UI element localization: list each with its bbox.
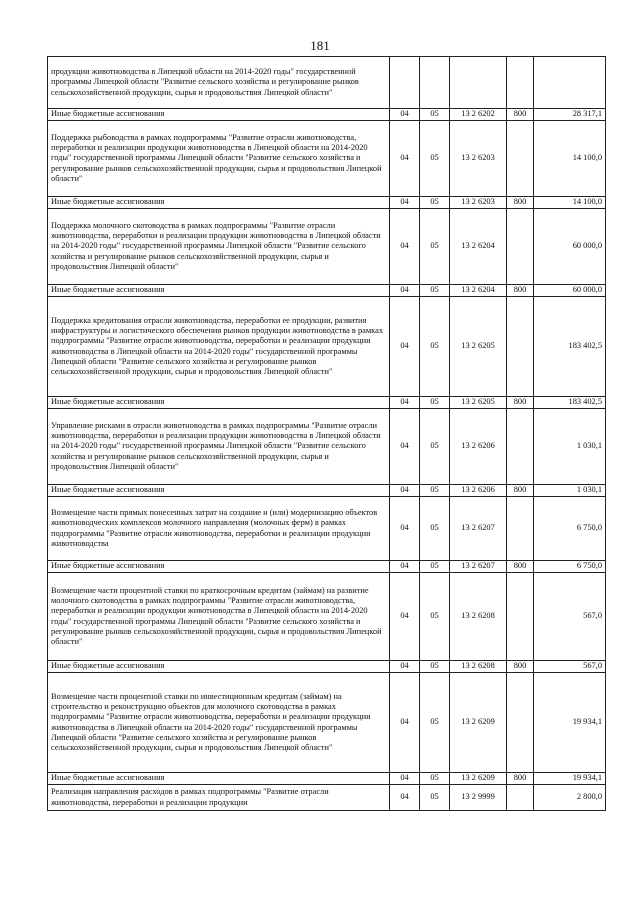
row-target-article-code [450,57,507,109]
table-row [48,57,606,109]
table-row [48,773,606,785]
row-subsection-code: 05 [420,409,450,485]
row-target-article-code: 13 2 6208 [450,573,507,661]
table-row [48,673,606,773]
table-row [48,285,606,297]
budget-table-body [48,57,606,811]
row-amount: 14 100,0 [534,121,606,197]
table-row [48,785,606,811]
row-expense-type-code: 800 [507,109,534,121]
row-subsection-code: 05 [420,485,450,497]
row-section-code: 04 [390,121,420,197]
row-description: Возмещение части процентной ставки по инвестиционным кредитам (займам) на строительство и реконструкцию объектов для молочного скотоводства в рамках подпрограммы "Развитие отрасли животноводства, переработки и реализации продукции животноводства в Липецкой области на 2014-2020 годы" государственной программы Липецкой области "Развитие сельского хозяйства и регулирование рынков сельскохозяйственной продукции, сырья и продовольствия Липецкой области" [48,673,390,773]
row-description: Иные бюджетные ассигнования [48,773,390,785]
row-subsection-code [420,57,450,109]
row-section-code: 04 [390,285,420,297]
row-target-article-code: 13 2 6204 [450,209,507,285]
row-expense-type-code [507,573,534,661]
row-description: Иные бюджетные ассигнования [48,561,390,573]
row-amount: 567,0 [534,573,606,661]
row-expense-type-code: 800 [507,485,534,497]
row-amount: 1 030,1 [534,409,606,485]
row-section-code: 04 [390,197,420,209]
table-row [48,661,606,673]
row-amount: 60 000,0 [534,209,606,285]
row-target-article-code: 13 2 6203 [450,197,507,209]
row-description: Возмещение части прямых понесенных затрат на создание и (или) модернизацию объектов животноводческих комплексов молочного направления (молочных ферм) в рамках подпрограммы "Развитие отрасли животноводства, переработки и реализации продукции животноводства [48,497,390,561]
table-row [48,409,606,485]
row-target-article-code: 13 2 6209 [450,673,507,773]
row-section-code: 04 [390,673,420,773]
table-row [48,197,606,209]
row-description: Иные бюджетные ассигнования [48,285,390,297]
row-description: Управление рисками в отрасли животноводства в рамках подпрограммы "Развитие отрасли животноводства, переработки и реализации продукции животноводства в Липецкой области на 2014-2020 годы" государственной программы Липецкой области "Развитие сельского хозяйства и регулирование рынков сельскохозяйственной продукции, сырья и продовольствия Липецкой области" [48,409,390,485]
row-section-code: 04 [390,409,420,485]
row-target-article-code: 13 2 6207 [450,561,507,573]
row-amount: 6 750,0 [534,497,606,561]
row-expense-type-code [507,121,534,197]
row-target-article-code: 13 2 6206 [450,409,507,485]
row-target-article-code: 13 2 6207 [450,497,507,561]
row-subsection-code: 05 [420,673,450,773]
row-expense-type-code [507,497,534,561]
row-expense-type-code [507,785,534,811]
page-number: 181 [310,38,330,53]
row-amount: 1 030,1 [534,485,606,497]
row-expense-type-code [507,297,534,397]
row-amount: 183 402,5 [534,297,606,397]
row-section-code: 04 [390,397,420,409]
row-description: Иные бюджетные ассигнования [48,397,390,409]
row-subsection-code: 05 [420,197,450,209]
row-amount: 28 317,1 [534,109,606,121]
row-section-code: 04 [390,497,420,561]
row-amount [534,57,606,109]
row-subsection-code: 05 [420,297,450,397]
table-row [48,121,606,197]
row-amount: 567,0 [534,661,606,673]
row-description: Поддержка рыбоводства в рамках подпрограммы "Развитие отрасли животноводства, переработки и реализации продукции животноводства в Липецкой области на 2014-2020 годы" государственной программы Липецкой области "Развитие сельского хозяйства и регулирование рынков сельскохозяйственной продукции, сырья и продовольствия Липецкой области" [48,121,390,197]
row-amount: 6 750,0 [534,561,606,573]
row-target-article-code: 13 2 6206 [450,485,507,497]
row-description: Иные бюджетные ассигнования [48,661,390,673]
row-section-code: 04 [390,561,420,573]
row-target-article-code: 13 2 6208 [450,661,507,673]
budget-table [47,56,606,811]
table-row [48,397,606,409]
row-target-article-code: 13 2 6205 [450,297,507,397]
row-description: Иные бюджетные ассигнования [48,197,390,209]
row-expense-type-code [507,673,534,773]
row-target-article-code: 13 2 6202 [450,109,507,121]
row-expense-type-code [507,57,534,109]
row-subsection-code: 05 [420,661,450,673]
row-expense-type-code: 800 [507,397,534,409]
row-description: Поддержка кредитования отрасли животноводства, переработки ее продукции, развития инфраструктуры и логистического обеспечения рынков продукции животноводства в рамках подпрограммы "Развитие отрасли животноводства, переработки и реализации продукции животноводства в Липецкой области на 2014-2020 годы" государственной программы Липецкой области "Развитие сельского хозяйства и регулирование рынков сельскохозяйственной продукции, сырья и продовольствия Липецкой области" [48,297,390,397]
row-description: Иные бюджетные ассигнования [48,109,390,121]
row-amount: 19 934,1 [534,773,606,785]
row-description: продукции животноводства в Липецкой области на 2014-2020 годы" государственной программы Липецкой области "Развитие сельского хозяйства и регулирование рынков сельскохозяйственной продукции, сырья и продовольствия Липецкой области" [48,57,390,109]
row-description: Иные бюджетные ассигнования [48,485,390,497]
row-section-code: 04 [390,573,420,661]
row-target-article-code: 13 2 6209 [450,773,507,785]
row-section-code: 04 [390,785,420,811]
table-row [48,109,606,121]
row-subsection-code: 05 [420,773,450,785]
row-description: Возмещение части процентной ставки по краткосрочным кредитам (займам) на развитие молочного скотоводства в рамках подпрограммы "Развитие отрасли животноводства, переработки и реализации продукции животноводства в Липецкой области на 2014-2020 годы" государственной программы Липецкой области "Развитие сельского хозяйства и регулирование рынков сельскохозяйственной продукции, сырья и продовольствия Липецкой области" [48,573,390,661]
row-expense-type-code [507,209,534,285]
row-section-code: 04 [390,109,420,121]
row-expense-type-code: 800 [507,773,534,785]
row-subsection-code: 05 [420,109,450,121]
row-subsection-code: 05 [420,785,450,811]
row-amount: 19 934,1 [534,673,606,773]
row-expense-type-code: 800 [507,197,534,209]
row-expense-type-code: 800 [507,661,534,673]
row-section-code: 04 [390,485,420,497]
table-row [48,297,606,397]
row-expense-type-code [507,409,534,485]
row-subsection-code: 05 [420,497,450,561]
table-row [48,561,606,573]
row-expense-type-code: 800 [507,561,534,573]
row-subsection-code: 05 [420,209,450,285]
row-amount: 2 800,0 [534,785,606,811]
row-amount: 60 000,0 [534,285,606,297]
row-description: Реализация направления расходов в рамках подпрограммы "Развитие отрасли животноводства, переработки и реализации продукции [48,785,390,811]
row-section-code: 04 [390,297,420,397]
row-section-code: 04 [390,661,420,673]
row-target-article-code: 13 2 6203 [450,121,507,197]
row-expense-type-code: 800 [507,285,534,297]
row-target-article-code: 13 2 9999 [450,785,507,811]
row-description: Поддержка молочного скотоводства в рамках подпрограммы "Развитие отрасли животноводства, переработки и реализации продукции животноводства в Липецкой области на 2014-2020 годы" государственной программы Липецкой области "Развитие сельского хозяйства и регулирование рынков сельскохозяйственной продукции, сырья и продовольствия Липецкой области" [48,209,390,285]
row-section-code [390,57,420,109]
row-amount: 183 402,5 [534,397,606,409]
row-target-article-code: 13 2 6204 [450,285,507,297]
table-row [48,485,606,497]
row-subsection-code: 05 [420,285,450,297]
row-subsection-code: 05 [420,121,450,197]
table-row [48,573,606,661]
row-amount: 14 100,0 [534,197,606,209]
row-target-article-code: 13 2 6205 [450,397,507,409]
row-section-code: 04 [390,209,420,285]
row-subsection-code: 05 [420,397,450,409]
row-subsection-code: 05 [420,561,450,573]
row-subsection-code: 05 [420,573,450,661]
row-section-code: 04 [390,773,420,785]
table-row [48,209,606,285]
table-row [48,497,606,561]
